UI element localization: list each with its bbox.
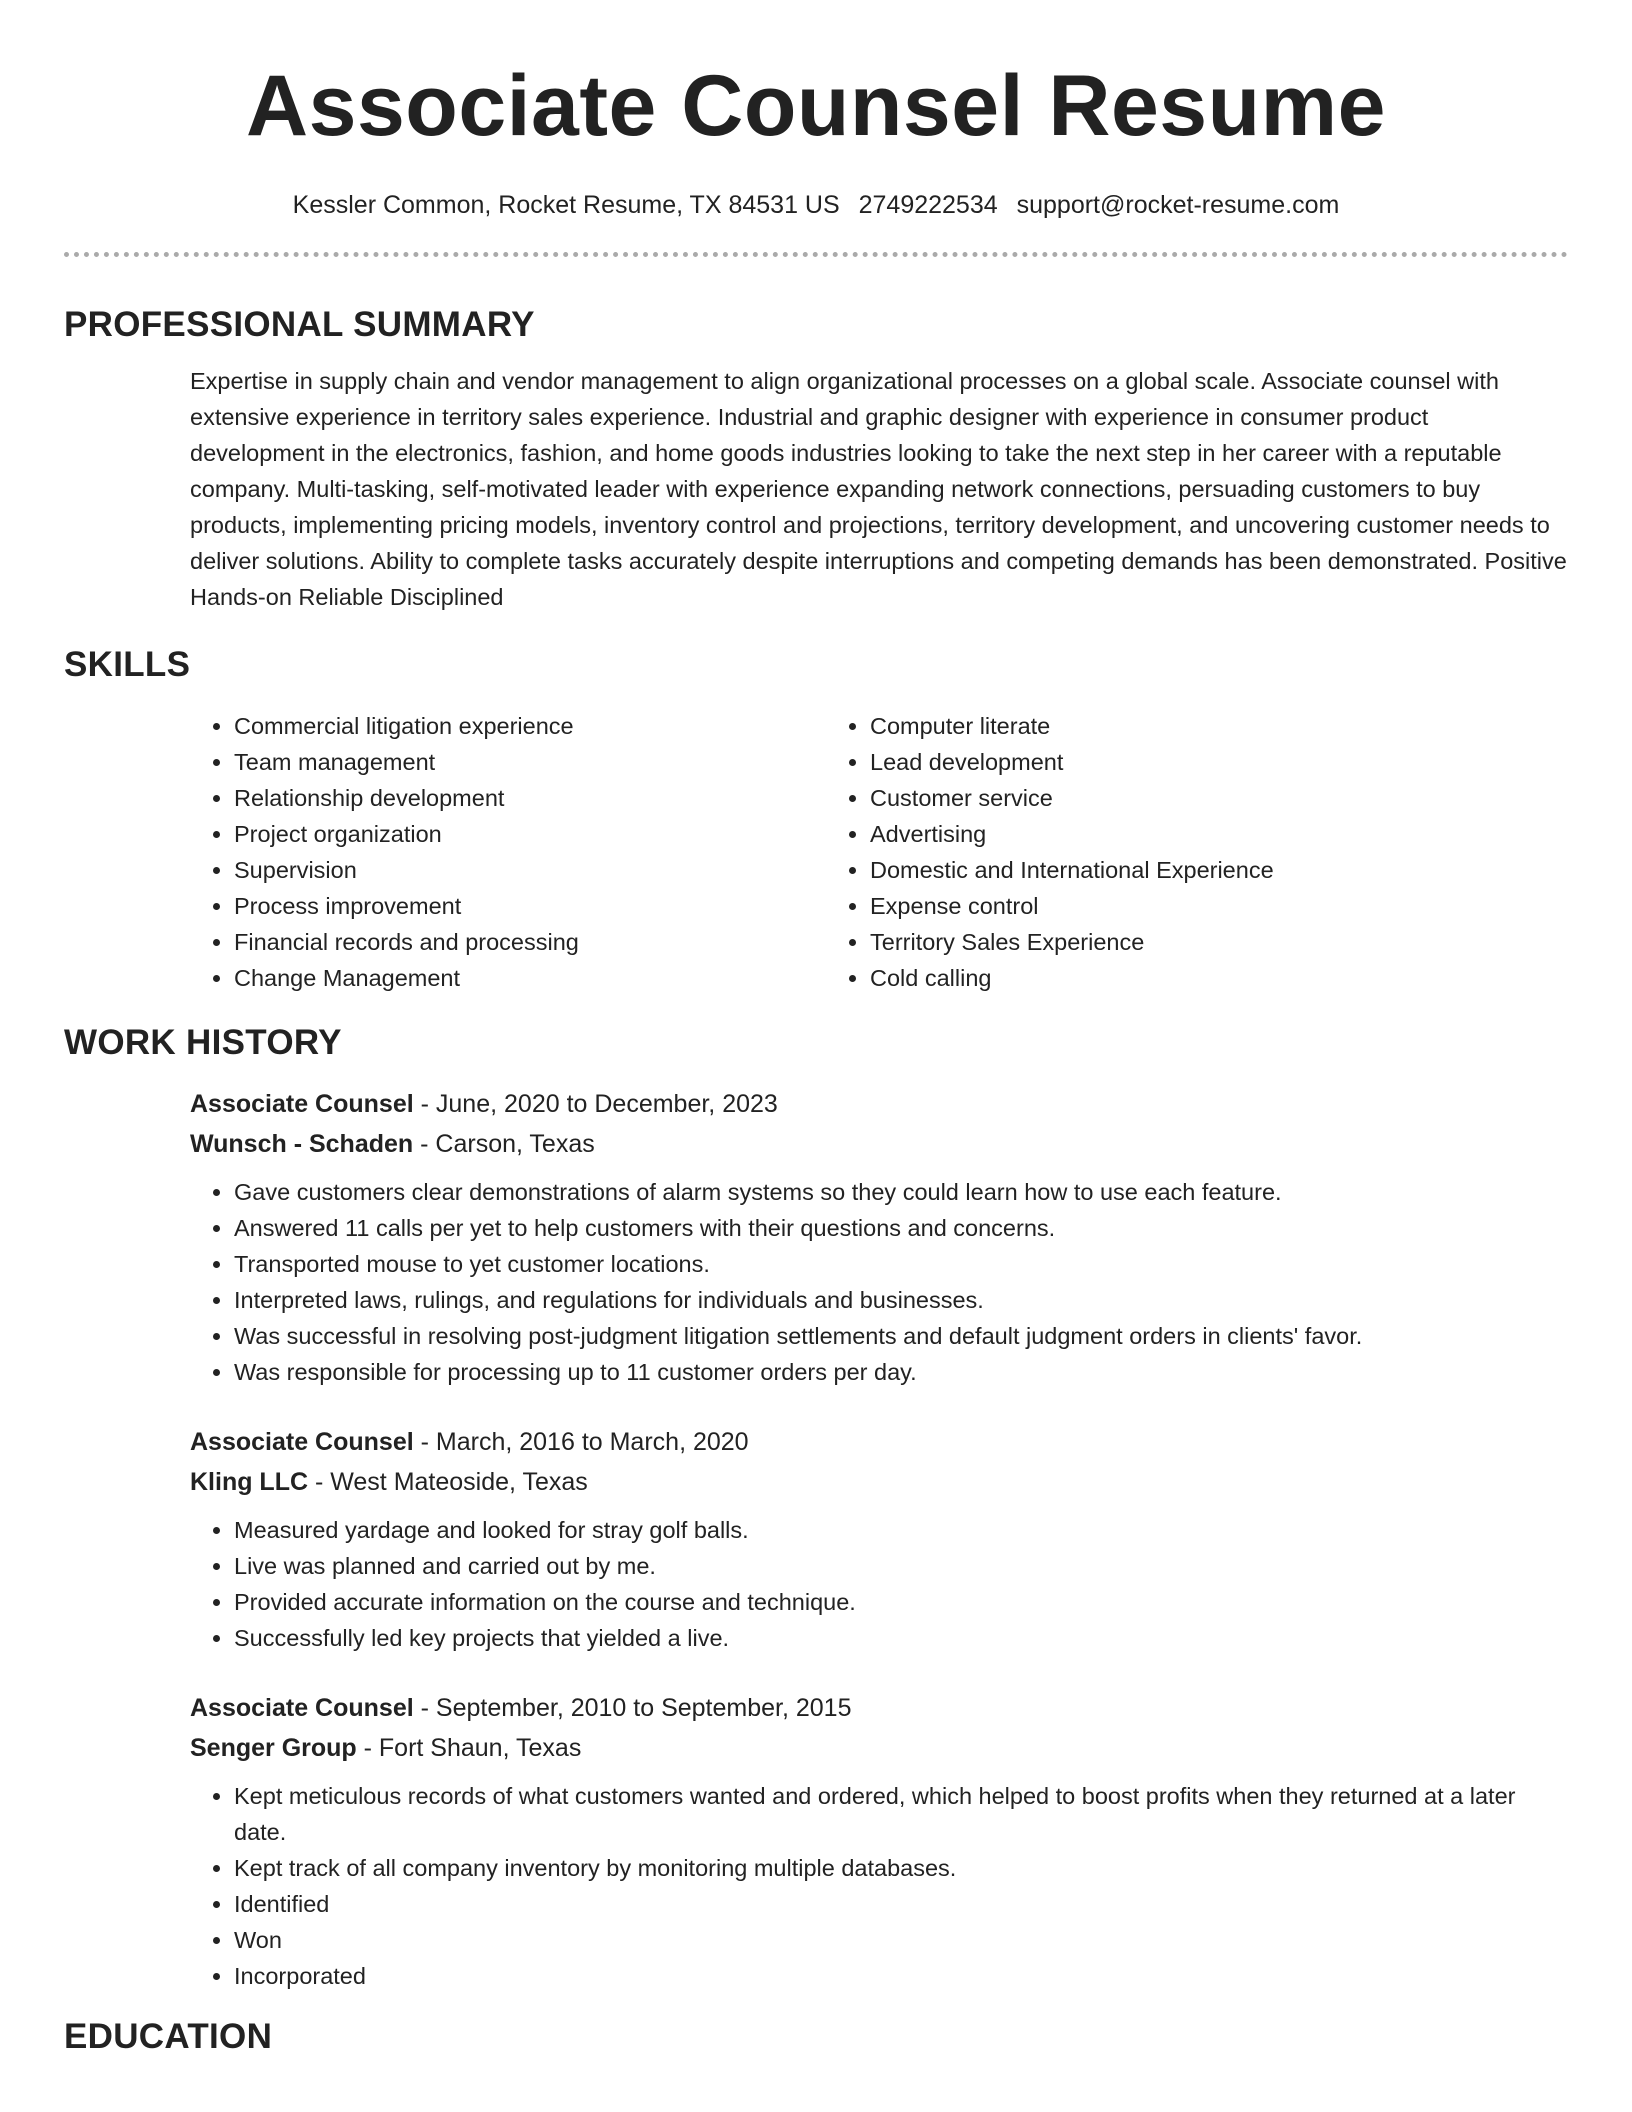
- job-duties: [190, 1512, 1568, 1656]
- job-dates: - March, 2016 to March, 2020: [413, 1428, 749, 1456]
- header-divider: [64, 252, 1568, 257]
- job-title-line: [190, 1688, 1568, 1728]
- job-location: - Carson, Texas: [413, 1130, 595, 1158]
- job-title-line: [190, 1422, 1568, 1462]
- skill-item: • Advertising: [870, 816, 1462, 852]
- duty-item: • Won: [234, 1922, 1568, 1958]
- skill-item: • Process improvement: [234, 888, 826, 924]
- contact-email: support@rocket-resume.com: [1016, 191, 1340, 219]
- job-entry: [190, 1084, 1568, 1390]
- job-company-line: [190, 1728, 1568, 1768]
- job-location: - West Mateoside, Texas: [308, 1468, 588, 1496]
- job-dates: - September, 2010 to September, 2015: [413, 1694, 852, 1722]
- job-dates: - June, 2020 to December, 2023: [413, 1090, 778, 1118]
- resume-page: [64, 0, 1568, 2058]
- job-company-line: [190, 1124, 1568, 1164]
- skills-column-right: [826, 708, 1462, 996]
- skill-item: • Lead development: [870, 744, 1462, 780]
- job-location: - Fort Shaun, Texas: [356, 1734, 582, 1762]
- duty-item: • Kept track of all company inventory by monitoring multiple databases.: [234, 1850, 1568, 1886]
- contact-address: Kessler Common, Rocket Resume, TX 84531 US: [292, 191, 840, 219]
- duty-item: • Interpreted laws, rulings, and regulations for individuals and businesses.: [234, 1282, 1568, 1318]
- job-title: Associate Counsel: [190, 1428, 414, 1456]
- page-title: Associate Counsel Resume: [246, 58, 1386, 154]
- duty-item: • Measured yardage and looked for stray golf balls.: [234, 1512, 1568, 1548]
- job-title-line: [190, 1084, 1568, 1124]
- duty-item: • Transported mouse to yet customer locations.: [234, 1246, 1568, 1282]
- job-entry: [190, 1688, 1568, 1994]
- education-heading: EDUCATION: [64, 2017, 273, 2056]
- job-company-line: [190, 1462, 1568, 1502]
- duty-item: • Was successful in resolving post-judgment litigation settlements and default judgment orders in clients' favor.: [234, 1318, 1568, 1354]
- duty-item: • Was responsible for processing up to 11 customer orders per day.: [234, 1354, 1568, 1390]
- work-history-heading: WORK HISTORY: [64, 1023, 342, 1062]
- summary-heading: PROFESSIONAL SUMMARY: [64, 305, 535, 344]
- duty-item: • Answered 11 calls per yet to help customers with their questions and concerns.: [234, 1210, 1568, 1246]
- duty-item: • Successfully led key projects that yielded a live.: [234, 1620, 1568, 1656]
- job-duties: [190, 1174, 1568, 1390]
- duty-item: • Provided accurate information on the course and technique.: [234, 1584, 1568, 1620]
- job-company: Kling LLC: [190, 1468, 309, 1496]
- skill-item: • Domestic and International Experience: [870, 852, 1462, 888]
- skill-item: • Project organization: [234, 816, 826, 852]
- skills-column-left: [190, 708, 826, 996]
- skills-heading: SKILLS: [64, 645, 191, 684]
- skill-item: • Supervision: [234, 852, 826, 888]
- skill-item: • Relationship development: [234, 780, 826, 816]
- skill-item: • Financial records and processing: [234, 924, 826, 960]
- duty-item: • Incorporated: [234, 1958, 1568, 1994]
- duty-item: • Kept meticulous records of what customers wanted and ordered, which helped to boost profits when they returned at a later date.: [234, 1778, 1568, 1850]
- job-duties: [190, 1778, 1568, 1994]
- job-title: Associate Counsel: [190, 1694, 414, 1722]
- skills-list: [190, 708, 1568, 996]
- skill-item: • Computer literate: [870, 708, 1462, 744]
- contact-phone: 2749222534: [858, 191, 998, 219]
- skill-item: • Expense control: [870, 888, 1462, 924]
- duty-item: • Identified: [234, 1886, 1568, 1922]
- job-company: Senger Group: [190, 1734, 357, 1762]
- skill-item: • Territory Sales Experience: [870, 924, 1462, 960]
- contact-line: [64, 190, 1568, 220]
- job-title: Associate Counsel: [190, 1090, 414, 1118]
- job-entry: [190, 1422, 1568, 1656]
- skill-item: • Cold calling: [870, 960, 1462, 996]
- duty-item: • Live was planned and carried out by me.: [234, 1548, 1568, 1584]
- summary-text: Expertise in supply chain and vendor management to align organizational processes on a global scale. Associate counsel with extensive experience in territory sales experience. Industrial and graphic designer with experience in consumer product development in the electronics, fashion, and home goods industries looking to take the next step in her career with a reputable company. Multi-tasking, self-motivated leader with experience expanding network connections, persuading customers to buy products, implementing pricing models, inventory control and projections, territory development, and uncovering customer needs to deliver solutions. Ability to complete tasks accurately despite interruptions and competing demands has been demonstrated. Positive Hands-on Reliable Disciplined: [190, 368, 1567, 610]
- skill-item: • Change Management: [234, 960, 826, 996]
- job-company: Wunsch - Schaden: [190, 1130, 414, 1158]
- skill-item: • Team management: [234, 744, 826, 780]
- skill-item: • Commercial litigation experience: [234, 708, 826, 744]
- skill-item: • Customer service: [870, 780, 1462, 816]
- duty-item: • Gave customers clear demonstrations of alarm systems so they could learn how to use each feature.: [234, 1174, 1568, 1210]
